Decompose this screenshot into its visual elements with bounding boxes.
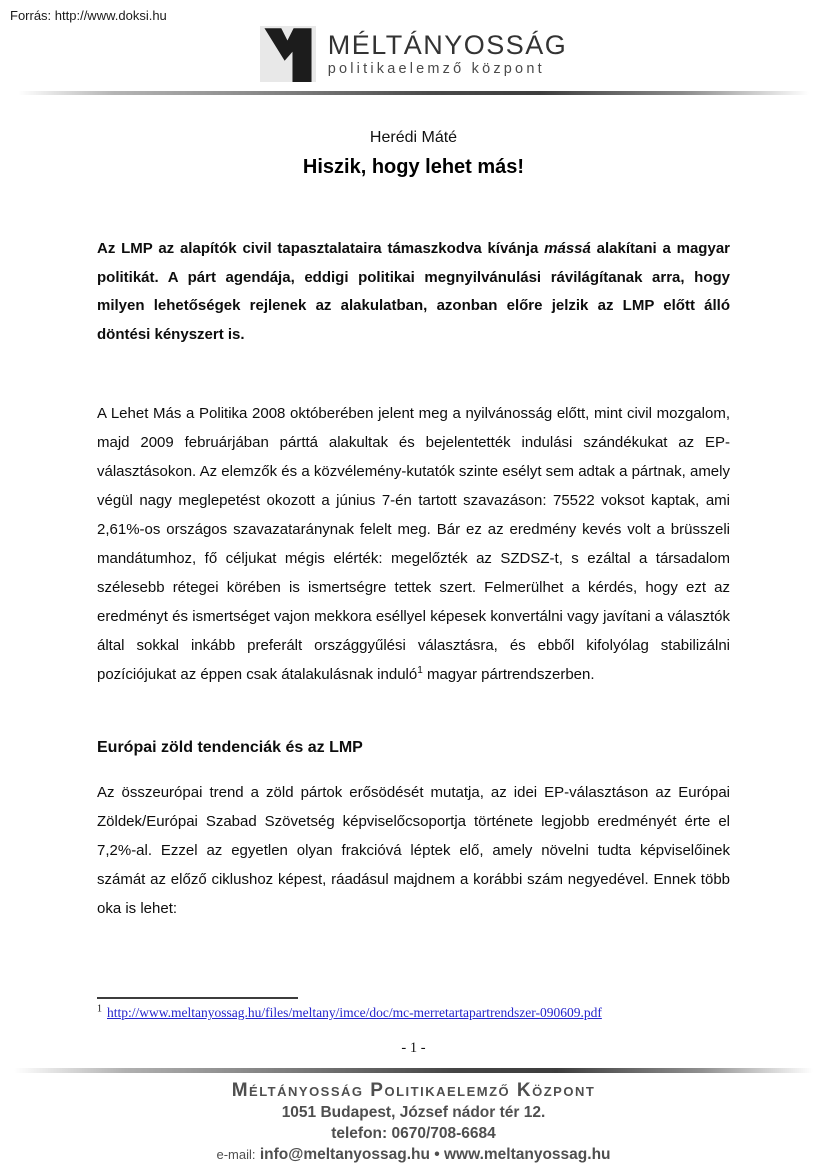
meltanyossag-logo-icon	[260, 26, 316, 82]
footnote-link[interactable]: http://www.meltanyossag.hu/files/meltany/imce/doc/mc-merretartapartrendszer-090609.pdf	[107, 1005, 602, 1020]
footer-phone: telefon: 0670/708-6684	[331, 1125, 496, 1142]
author-name: Herédi Máté	[369, 129, 458, 146]
footnote	[97, 1005, 730, 1021]
logo-subtitle: politikaelemző központ	[327, 61, 545, 78]
intro-text-after: magyar pártrendszerben.	[422, 666, 595, 683]
footnote-ref-marker: 1	[417, 665, 423, 676]
lead-emphasis: mássá	[544, 240, 591, 257]
footnote-number: 1	[97, 1003, 102, 1015]
logo-text	[328, 31, 568, 77]
footnote-separator	[97, 997, 298, 999]
footnote-block	[97, 997, 730, 1021]
footer-divider	[14, 1068, 813, 1073]
lead-text-before: Az LMP az alapítók civil tapasztalataira támaszkodva kívánja	[97, 240, 545, 257]
footer-org-name: Méltányosság Politikaelemző Központ	[231, 1080, 596, 1101]
document-body	[97, 235, 730, 923]
header-divider	[18, 91, 809, 95]
document-title: Hiszik, hogy lehet más!	[302, 156, 525, 178]
lead-paragraph	[97, 235, 730, 349]
footer-contact-line	[0, 1144, 827, 1165]
source-label: Forrás: http://www.doksi.hu	[10, 8, 167, 23]
page-number: - 1 -	[401, 1040, 426, 1056]
intro-text-before: A Lehet Más a Politika 2008 októberében jelent meg a nyilvánosság előtt, mint civil mozgalom, majd 2009 februárjában párttá alakultak és bejelentették indulási szándékukat az EP-választásokon. Az elemzők és a közvélemény-kutatók szinte esélyt sem adtak a pártnak, amely végül nagy meglepetést okozott a június 7-én tartott szavazáson: 75522 voksot kaptak, ami 2,61%-os országos szavazataránynak felelt meg. Bár ez az eredmény kevés volt a brüsszeli mandátumhoz, fő céljukat mégis elérték: megelőzték az SZDSZ-t, s ezáltal a társadalom szélesebb rétegei körében is ismertségre tettek szert. Felmerülhet a kérdés, hogy ezt az eredményt és ismertséget vajon mekkora eséllyel képesek konvertálni vagy javítani a választók által sokkal inkább preferált országgyűlési választásra, és ebből kifolyólag stabilizálni pozíciójukat az éppen csak átalakulásnak induló	[97, 405, 730, 683]
lead-text-after: alakítani a magyar politikát. A párt agendája, eddigi politikai megnyilvánulási rávilágítanak arra, hogy milyen lehetőségek rejlenek az alakulatban, azonban előre jelzik az LMP előtt álló döntési kényszert is.	[97, 240, 730, 343]
second-paragraph: Az összeurópai trend a zöld pártok erősödését mutatja, az idei EP-választáson az Európai Zöldek/Európai Szabad Szövetség képviselőcsoportja története legjobb eredményét érte el 7,2%-al. Ezzel az egyetlen olyan frakcióvá léptek elő, amely növelni tudta képviselőinek számát az előző ciklushoz képest, ráadásul majdnem a korábbi szám negyedével. Ennek több oka is lehet:	[97, 784, 730, 917]
intro-paragraph	[97, 399, 730, 689]
logo-name: MÉLTÁNYOSSÁG	[327, 29, 568, 60]
footer-address: 1051 Budapest, József nádor tér 12.	[281, 1104, 546, 1121]
section-heading: Európai zöld tendenciák és az LMP	[97, 739, 363, 756]
footer-email-web: info@meltanyossag.hu • www.meltanyossag.hu	[259, 1146, 611, 1163]
footer	[0, 1068, 827, 1165]
footer-email-label: e-mail:	[216, 1147, 256, 1162]
